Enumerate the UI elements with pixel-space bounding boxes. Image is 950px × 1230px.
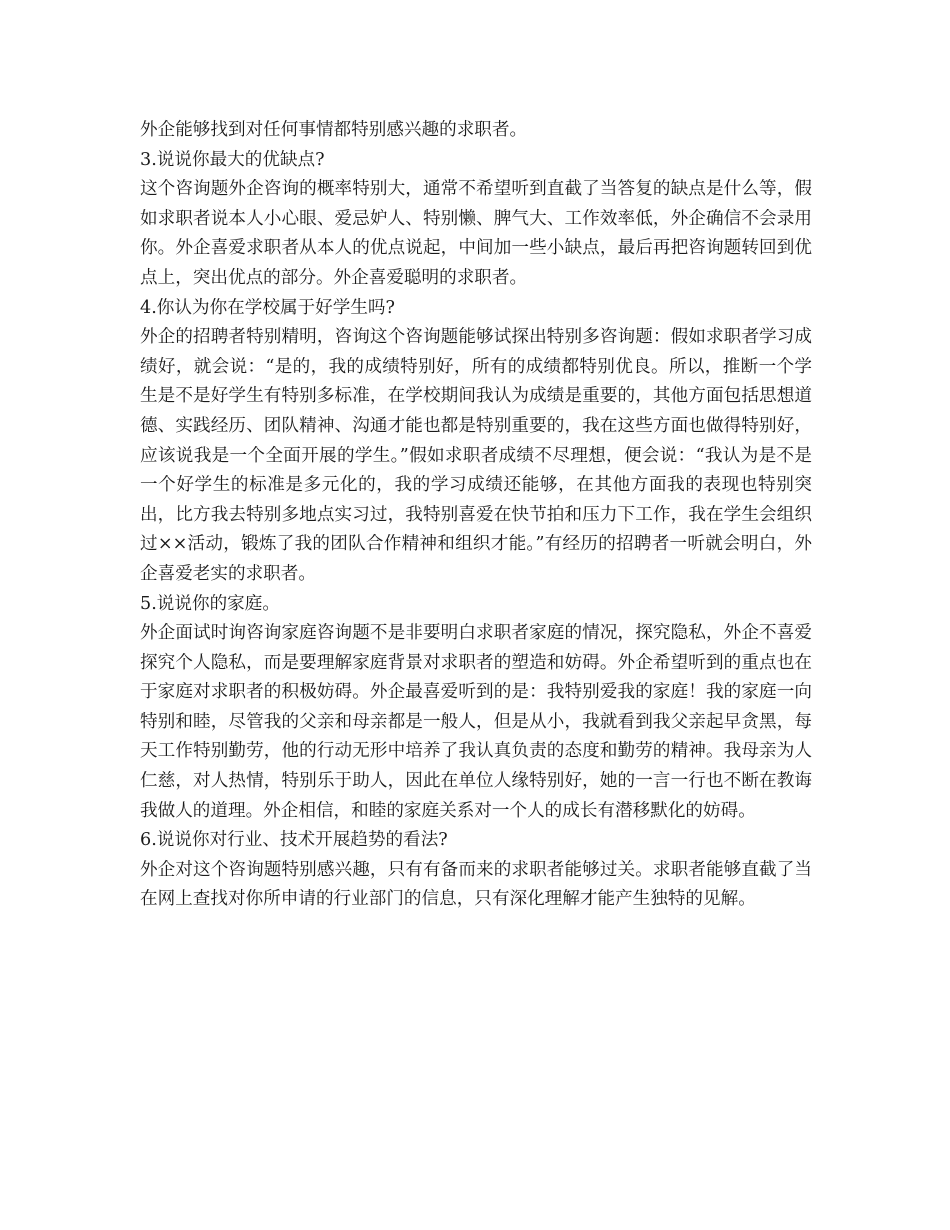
section-4-heading: 4.你认为你在学校属于好学生吗? — [140, 297, 395, 318]
document-page — [140, 116, 812, 915]
section-3-body: 这个咨询题外企咨询的概率特别大，通常不希望听到直截了当答复的缺点是什么等，假如求职者说本人小心眼、爱忌妒人、特别懒、脾气大、工作效率低，外企确信不会录用你。外企喜爱求职者从本人的优点说起，中间加一些小缺点，最后再把咨询题转回到优点上，突出优点的部分。外企喜爱聪明的求职者。 — [140, 179, 812, 288]
section-5-body: 外企面试时询咨询家庭咨询题不是非要明白求职者家庭的情况，探究隐私，外企不喜爱探究个人隐私，而是要理解家庭背景对求职者的塑造和妨碍。外企希望听到的重点也在于家庭对求职者的积极妨碍。外企最喜爱听到的是：我特别爱我的家庭！我的家庭一向特别和睦，尽管我的父亲和母亲都是一般人，但是从小，我就看到我父亲起早贪黑，每天工作特别勤劳，他的行动无形中培养了我认真负责的态度和勤劳的精神。我母亲为人仁慈，对人热情，特别乐于助人，因此在单位人缘特别好，她的一言一行也不断在教诲我做人的道理。外企相信，和睦的家庭关系对一个人的成长有潜移默化的妨碍。 — [140, 623, 812, 821]
intro-tail-paragraph: 外企能够找到对任何事情都特别感兴趣的求职者。 — [140, 120, 528, 140]
section-4-body: 外企的招聘者特别精明，咨询这个咨询题能够试探出特别多咨询题：假如求职者学习成绩好，就会说：“是的，我的成绩特别好，所有的成绩都特别优良。所以，推断一个学生是不是好学生有特别多标准，在学校期间我认为成绩是重要的，其他方面包括思想道德、实践经历、团队精神、沟通才能也都是特别重要的，我在这些方面也做得特别好，应该说我是一个全面开展的学生。”假如求职者成绩不尽理想，便会说：“我认为是不是一个好学生的标准是多元化的，我的学习成绩还能够，在其他方面我的表现也特别突出，比方我去特别多地点实习过，我特别喜爱在快节拍和压力下工作，我在学生会组织过××活动，锻炼了我的团队合作精神和组织才能。”有经历的招聘者一听就会明白，外企喜爱老实的求职者。 — [140, 327, 812, 584]
section-3-heading: 3.说说你最大的优缺点? — [140, 149, 325, 170]
section-6-heading: 6.说说你对行业、技术开展趋势的看法? — [140, 830, 448, 851]
section-6-body: 外企对这个咨询题特别感兴趣，只有有备而来的求职者能够过关。求职者能够直截了当在网上查找对你所申请的行业部门的信息，只有深化理解才能产生独特的见解。 — [140, 859, 812, 910]
section-5-heading: 5.说说你的家庭。 — [140, 593, 280, 614]
